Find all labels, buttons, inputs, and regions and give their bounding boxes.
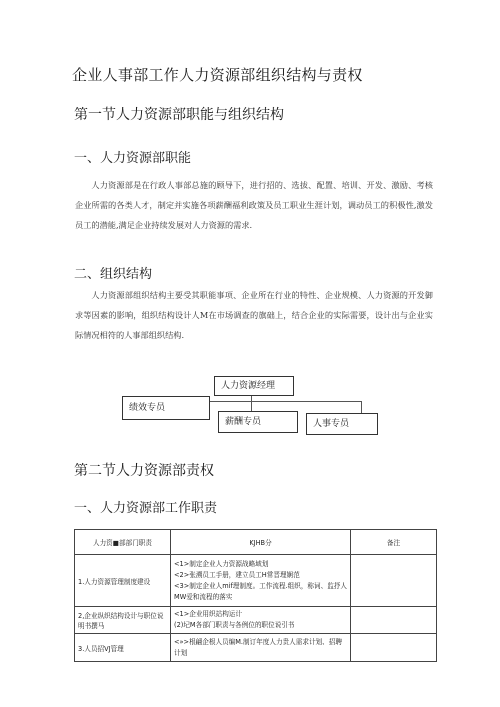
table-cell-category: 1.人力资源管理制度建设 — [75, 555, 171, 607]
duty-item: <»>根翩企根人员编M.制订年度人力贵人需求计划、招聘计划 — [174, 637, 342, 657]
table-row — [75, 634, 437, 662]
table-cell-category: 2,企业纵织结构设计与职位说明书撰马 — [75, 607, 171, 634]
table-cell-note — [351, 555, 437, 607]
org-connector-right — [361, 401, 362, 413]
duty-item: <1>制定企业人力资源战略域划 — [174, 559, 269, 568]
functions-heading: 一、人力资源部职能 — [74, 151, 192, 166]
org-child-compensation: 薪酬专员 — [218, 411, 298, 433]
table-header-cell: 人力资■部部门职责 — [75, 530, 171, 555]
section1-title: 第一节人力资源部职能与组织结构 — [74, 107, 284, 123]
duties-heading: 一、人力资源部工作职责 — [74, 501, 218, 516]
table-row — [75, 555, 437, 607]
table-cell-note — [351, 634, 437, 662]
document-title: 企业人事部工作人力资源部组织结构与责权 — [72, 66, 363, 84]
duty-item: <1>企业用织站构运计 — [174, 610, 242, 618]
duty-item: (2)圮M各部门职责与各例位的职位说引书 — [174, 621, 295, 629]
org-child-personnel: 人事专员 — [306, 413, 378, 435]
structure-paragraph: 人力资源部组织结构主要受其职能事项、企业所在行业的特性、企业规模、人力资源的开发御求等因素的影响，组织结构设计人M在市场调查的旗础上，结合企业的实际需要，设计出与企业实际情况相符的人事部组织结构. — [75, 290, 433, 340]
section2-title: 第二节人力资源部责权 — [74, 463, 214, 479]
structure-heading: 二、组织结构 — [74, 267, 153, 282]
duty-item: <3>制定企业人mif理制度。工作流程.组织，称词、监抒人MW爱和流程的落实 — [174, 581, 347, 601]
table-cell-items — [171, 607, 351, 634]
org-connector-middle — [251, 401, 252, 411]
duty-item: <2>张溯员工手册，建立员工H常晋理娴范 — [174, 570, 300, 579]
table-cell-items — [171, 634, 351, 662]
table-row — [75, 607, 437, 634]
table-header-cell: 备注 — [351, 530, 437, 555]
table-header-cell: KJHB分 — [171, 530, 351, 555]
functions-paragraph: 人力资源部是在行政人事部总施的顾导下，进行招的、选拔、配置、培训、开发、激励、考核企业所需的各类人才，制定并实施各项薪酬福利政策及员工职业生涯计划，调动员工的积极性,激发员工的潜能,满足企业持续发展对人力资源的需求. — [75, 180, 433, 230]
duty-table — [74, 529, 437, 662]
table-cell-category: 3.人员招VJ管理 — [75, 634, 171, 662]
table-cell-items — [171, 555, 351, 607]
table-header-row — [75, 530, 437, 555]
org-root-box: 人力资源经理 — [214, 376, 294, 396]
org-child-performance: 绩效专员 — [122, 396, 210, 420]
table-cell-note — [351, 607, 437, 634]
